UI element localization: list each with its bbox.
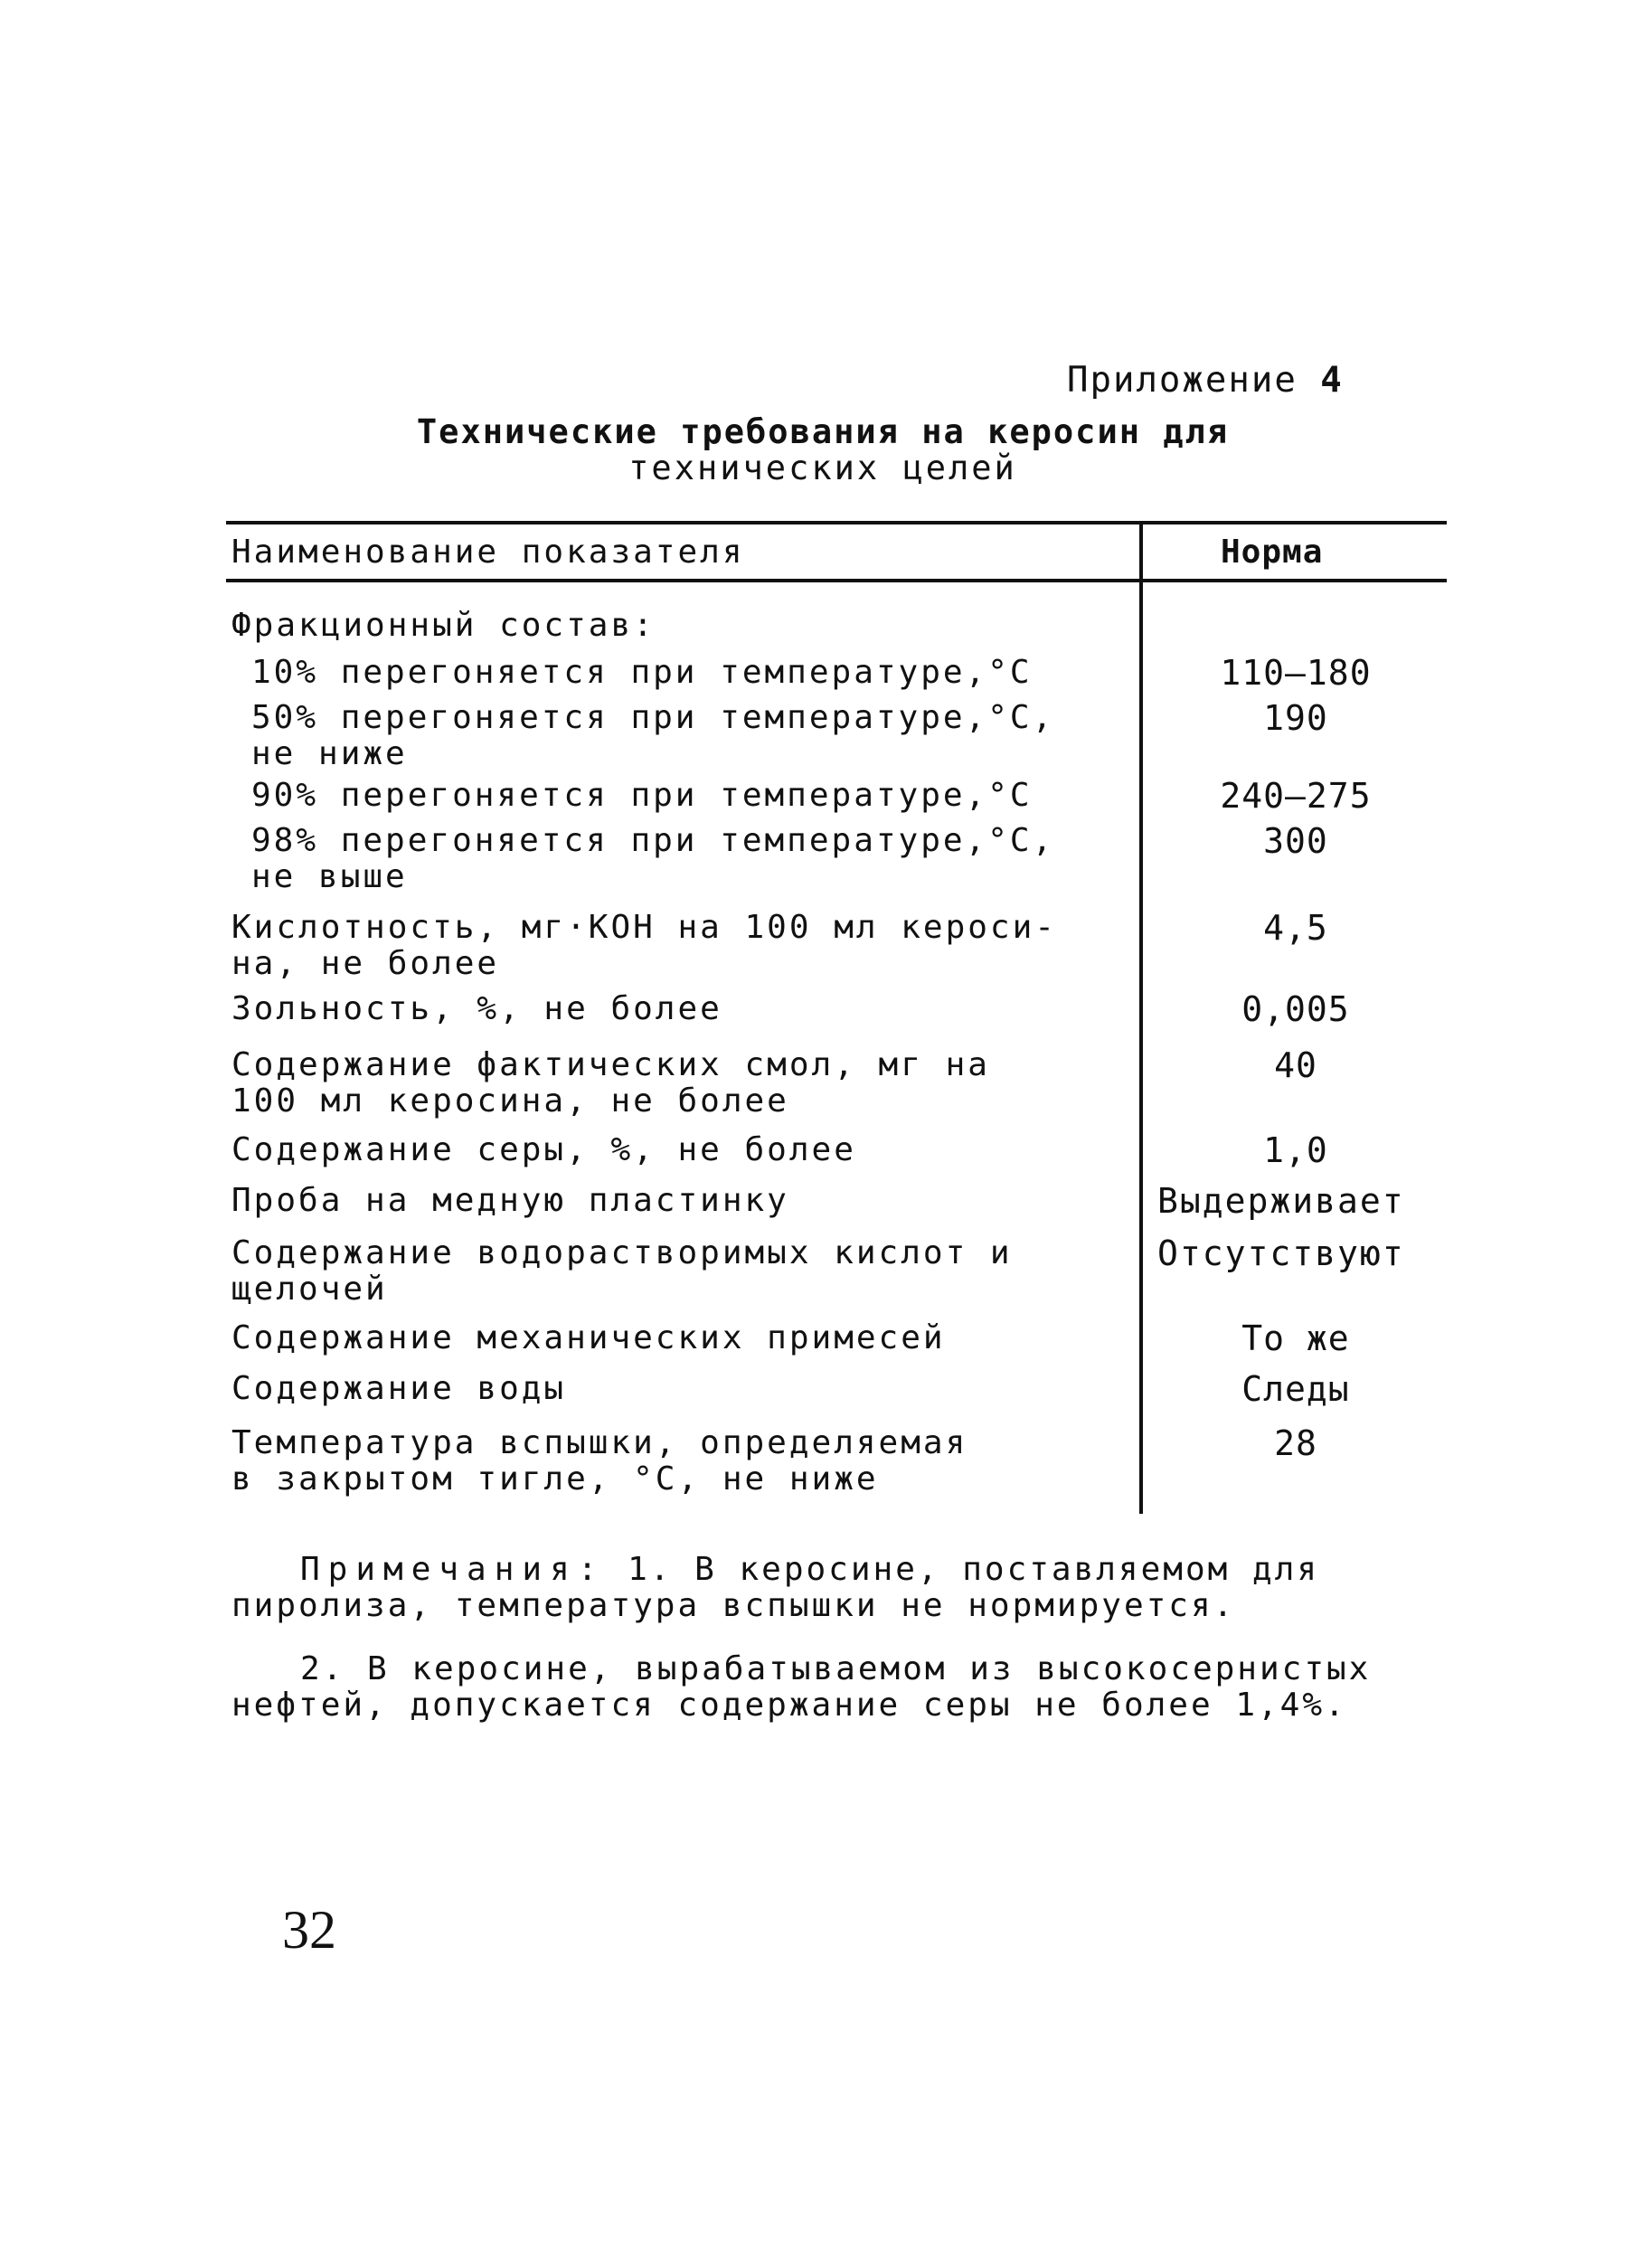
row-value: 110–180 — [1220, 653, 1372, 693]
row-name: Содержание фактических смол, мг на 100 мл керосина, не более — [231, 1046, 990, 1120]
title-line-2: технических целей — [628, 449, 1017, 487]
row-name: Температура вспышки, определяемая в закрытом тигле, °С, не ниже — [231, 1424, 968, 1498]
row-name: Фракционный состав: — [231, 607, 656, 644]
row-value: 240–275 — [1220, 776, 1372, 816]
notes-label: Примечания: — [300, 1551, 606, 1588]
row-value: 300 — [1263, 821, 1328, 861]
table-top-rule — [226, 521, 1447, 524]
row-value: 28 — [1274, 1423, 1317, 1463]
row-name: Кислотность, мг·КОН на 100 мл кероси- на, не более — [231, 909, 1057, 982]
row-value: Выдерживает — [1157, 1181, 1405, 1221]
appendix-number: 4 — [1320, 360, 1344, 401]
header-indicator-name: Наименование показателя — [231, 534, 745, 571]
row-name: Зольность, %, не более — [231, 990, 722, 1027]
note-2 — [231, 1651, 1470, 1724]
document-title — [226, 414, 1420, 487]
page-number: 32 — [282, 1900, 336, 1960]
row-value: 4,5 — [1263, 908, 1328, 948]
row-name: Проба на медную пластинку — [231, 1182, 789, 1219]
note-2-text: 2. В керосине, вырабатываемом из высокосернистых нефтей, допускается содержание серы не более 1,4%. — [231, 1650, 1372, 1724]
title-line-1: Технические требования на керосин для — [416, 412, 1230, 451]
row-value: 0,005 — [1241, 989, 1350, 1029]
row-value: То же — [1241, 1318, 1350, 1358]
row-value: 1,0 — [1263, 1130, 1328, 1170]
note-1 — [231, 1552, 1470, 1624]
appendix-label: Приложение — [1067, 360, 1298, 401]
row-name: 98% перегоняется при температуре,°С, не выше — [251, 822, 1055, 895]
row-name: Содержание водорастворимых кислот и щелочей — [231, 1234, 1013, 1308]
row-value: 190 — [1263, 698, 1328, 738]
requirements-table — [226, 521, 1447, 1514]
appendix-heading — [1067, 360, 1344, 401]
row-value: Отсутствуют — [1157, 1233, 1405, 1273]
row-name: 10% перегоняется при температуре,°С — [251, 654, 1033, 691]
row-name: 50% перегоняется при температуре,°С, не ниже — [251, 699, 1055, 772]
row-name: Содержание механических примесей — [231, 1319, 946, 1356]
note-1-text: 1. В керосине, поставляемом для пиролиза, температура вспышки не нормируется. — [231, 1551, 1319, 1624]
row-name: 90% перегоняется при температуре,°С — [251, 777, 1033, 814]
row-name: Содержание воды — [231, 1370, 567, 1407]
table-header-rule — [226, 579, 1447, 582]
row-name: Содержание серы, %, не более — [231, 1131, 856, 1168]
row-value: Следы — [1241, 1369, 1350, 1409]
row-value: 40 — [1274, 1045, 1317, 1085]
notes-section — [231, 1551, 1470, 1724]
header-norm: Норма — [1221, 534, 1324, 571]
